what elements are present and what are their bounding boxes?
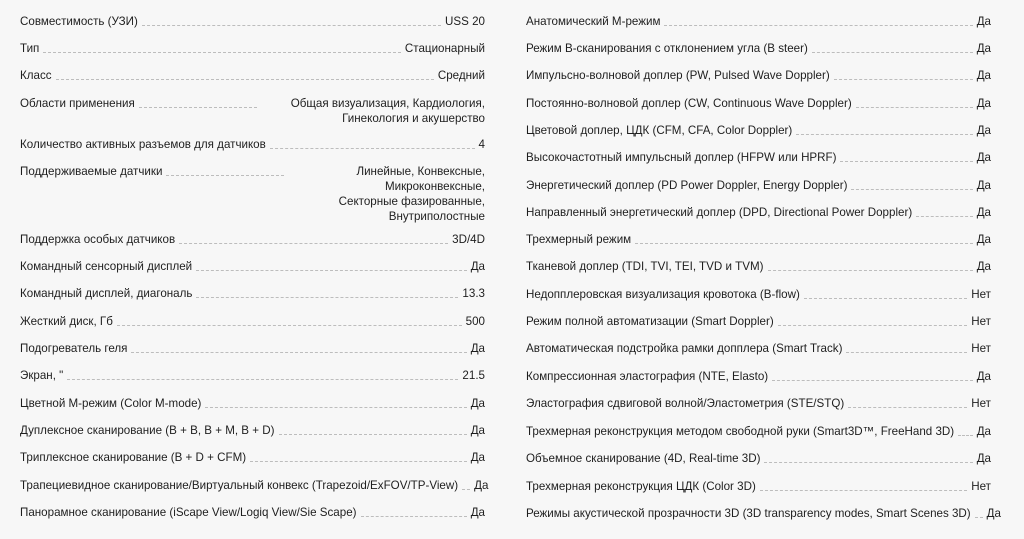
dotted-leader: [856, 96, 973, 108]
spec-label: Цветной M-режим (Color M-mode): [20, 397, 202, 410]
spec-value: Нет: [971, 315, 991, 328]
spec-label: Дуплексное сканирование (B + B, B + M, B + D): [20, 424, 275, 437]
spec-row: [526, 341, 991, 356]
spec-row: [526, 451, 991, 466]
spec-label: Командный сенсорный дисплей: [20, 260, 193, 273]
dotted-leader: [778, 314, 968, 326]
spec-row: [526, 314, 991, 329]
spec-label: Направленный энергетический доплер (DPD, Directional Power Doppler): [526, 206, 913, 219]
spec-row: [526, 96, 991, 111]
spec-row: [526, 14, 991, 29]
spec-value: 500: [465, 315, 485, 328]
spec-row: [526, 396, 991, 411]
spec-row: [526, 506, 1001, 521]
spec-value: Да: [470, 260, 485, 273]
spec-value: Да: [976, 179, 991, 192]
spec-value-line: Общая визуализация, Кардиология,: [290, 97, 485, 110]
spec-value: Да: [470, 506, 485, 519]
spec-label: Режим полной автоматизации (Smart Doppler): [526, 315, 774, 328]
spec-value: 21.5: [462, 369, 485, 382]
dotted-leader: [43, 41, 401, 53]
spec-value: Да: [470, 424, 485, 437]
spec-value: Да: [976, 151, 991, 164]
spec-row: [20, 423, 485, 438]
dotted-leader: [279, 423, 467, 435]
spec-label: Количество активных разъемов для датчиков: [20, 138, 266, 151]
spec-row: [20, 41, 485, 56]
spec-row: [526, 479, 991, 494]
spec-label: Недопплеровская визуализация кровотока (B-flow): [526, 288, 800, 301]
spec-value: Да: [976, 97, 991, 110]
spec-value: Да: [976, 452, 991, 465]
spec-label: Компрессионная эластография (NTE, Elasto): [526, 370, 769, 383]
spec-value: Да: [976, 15, 991, 28]
spec-row: [20, 164, 485, 224]
spec-row: [526, 369, 991, 384]
dotted-leader: [664, 14, 972, 26]
spec-value: Нет: [971, 480, 991, 493]
dotted-leader: [67, 368, 458, 380]
dotted-leader: [772, 369, 973, 381]
spec-value: Да: [976, 370, 991, 383]
spec-label: Режим B-сканирования с отклонением угла (B steer): [526, 42, 808, 55]
dotted-leader: [848, 396, 967, 408]
spec-label: Трехмерная реконструкция методом свободной руки (Smart3D™, FreeHand 3D): [526, 425, 955, 438]
dotted-leader: [205, 396, 466, 408]
spec-value: Да: [474, 479, 489, 492]
spec-value-line: Гинекология и акушерство: [342, 112, 485, 125]
dotted-leader: [764, 451, 972, 463]
spec-value: Да: [976, 69, 991, 82]
dotted-leader: [804, 287, 967, 299]
spec-row: [20, 341, 485, 356]
spec-value-line: Секторные фазированные,: [338, 195, 485, 208]
dotted-leader: [975, 506, 983, 518]
dotted-leader: [270, 137, 475, 149]
spec-label: Режимы акустической прозрачности 3D (3D transparency modes, Smart Scenes 3D): [526, 507, 971, 520]
spec-label: Объемное сканирование (4D, Real-time 3D): [526, 452, 761, 465]
spec-value: Да: [470, 342, 485, 355]
dotted-leader: [139, 96, 257, 108]
dotted-leader: [131, 341, 466, 353]
dotted-leader: [834, 68, 973, 80]
spec-row: [20, 232, 485, 247]
spec-row: [20, 286, 485, 301]
spec-row: [526, 68, 991, 83]
spec-label: Анатомический M-режим: [526, 15, 661, 28]
spec-value: Да: [976, 42, 991, 55]
spec-label: Постоянно-волновой доплер (CW, Continuous Wave Doppler): [526, 97, 852, 110]
spec-row: [526, 123, 991, 138]
spec-label: Подогреватель геля: [20, 342, 128, 355]
spec-label: Эластография сдвиговой волной/Эластометрия (STE/STQ): [526, 397, 845, 410]
dotted-leader: [840, 150, 972, 162]
spec-value: Да: [470, 397, 485, 410]
dotted-leader: [846, 341, 967, 353]
dotted-leader: [142, 14, 441, 26]
spec-label: Тип: [20, 42, 40, 55]
spec-value: [261, 96, 485, 126]
dotted-leader: [117, 314, 462, 326]
spec-label: Энергетический доплер (PD Power Doppler, Energy Doppler): [526, 179, 848, 192]
spec-row: [526, 259, 991, 274]
spec-value: Да: [976, 124, 991, 137]
spec-label: Класс: [20, 69, 52, 82]
spec-value: Да: [976, 425, 991, 438]
spec-row: [526, 205, 991, 220]
spec-value: Да: [976, 260, 991, 273]
spec-row: [526, 178, 991, 193]
spec-label: Жесткий диск, Гб: [20, 315, 113, 328]
dotted-leader: [812, 41, 973, 53]
dotted-leader: [166, 164, 284, 176]
spec-value-line: Линейные, Конвексные,: [356, 165, 485, 178]
spec-value-line: Внутриполостные: [388, 210, 485, 223]
spec-row: [20, 450, 485, 465]
dotted-leader: [916, 205, 972, 217]
spec-label: Тканевой доплер (TDI, TVI, TEI, TVD и TVM): [526, 260, 764, 273]
spec-label: Автоматическая подстройка рамки допплера (Smart Track): [526, 342, 843, 355]
dotted-leader: [635, 232, 973, 244]
dotted-leader: [179, 232, 448, 244]
spec-row: [526, 41, 991, 56]
dotted-leader: [851, 178, 972, 190]
spec-value: Нет: [971, 397, 991, 410]
dotted-leader: [462, 478, 470, 490]
spec-value: Нет: [971, 342, 991, 355]
dotted-leader: [768, 259, 973, 271]
spec-row: [526, 424, 991, 439]
dotted-leader: [361, 505, 467, 517]
dotted-leader: [250, 450, 467, 462]
spec-row: [526, 150, 991, 165]
spec-value: 3D/4D: [452, 233, 485, 246]
spec-row: [526, 287, 991, 302]
dotted-leader: [56, 68, 434, 80]
spec-value: Стационарный: [404, 42, 485, 55]
spec-row: [20, 368, 485, 383]
spec-label: Цветовой доплер, ЦДК (CFM, CFA, Color Doppler): [526, 124, 793, 137]
spec-label: Панорамное сканирование (iScape View/Logiq View/Sie Scape): [20, 506, 357, 519]
spec-label: Трехмерная реконструкция ЦДК (Color 3D): [526, 480, 756, 493]
spec-value: [288, 164, 485, 224]
spec-label: Поддержка особых датчиков: [20, 233, 176, 246]
spec-row: [526, 232, 991, 247]
spec-label: Экран, ": [20, 369, 64, 382]
spec-value: Да: [986, 507, 1001, 520]
spec-row: [20, 68, 485, 83]
spec-label: Области применения: [20, 97, 135, 110]
spec-value: USS 20: [445, 15, 485, 28]
spec-value: Нет: [971, 288, 991, 301]
dotted-leader: [958, 424, 973, 436]
spec-label: Трапециевидное сканирование/Виртуальный конвекс (Trapezoid/ExFOV/TP-View): [20, 479, 459, 492]
spec-value: Да: [976, 206, 991, 219]
spec-label: Триплексное сканирование (B + D + CFM): [20, 451, 247, 464]
spec-row: [20, 396, 485, 411]
spec-label: Импульсно-волновой доплер (PW, Pulsed Wave Doppler): [526, 69, 830, 82]
spec-value: 13.3: [462, 287, 485, 300]
spec-label: Совместимость (УЗИ): [20, 15, 138, 28]
dotted-leader: [196, 259, 467, 271]
spec-value-line: Микроконвексные,: [384, 180, 485, 193]
dotted-leader: [796, 123, 972, 135]
spec-row: [20, 505, 485, 520]
spec-label: Трехмерный режим: [526, 233, 632, 246]
spec-row: [20, 96, 485, 126]
dotted-leader: [196, 286, 458, 298]
spec-label: Поддерживаемые датчики: [20, 165, 163, 178]
spec-label: Высокочастотный импульсный доплер (HFPW или HPRF): [526, 151, 837, 164]
spec-row: [20, 314, 485, 329]
spec-label: Командный дисплей, диагональ: [20, 287, 193, 300]
dotted-leader: [760, 479, 967, 491]
spec-row: [20, 137, 485, 152]
spec-row: [20, 259, 485, 274]
spec-value: Средний: [437, 69, 485, 82]
spec-value: Да: [470, 451, 485, 464]
spec-row: [20, 14, 485, 29]
spec-value: 4: [478, 138, 485, 151]
spec-row: [20, 478, 489, 493]
spec-value: Да: [976, 233, 991, 246]
